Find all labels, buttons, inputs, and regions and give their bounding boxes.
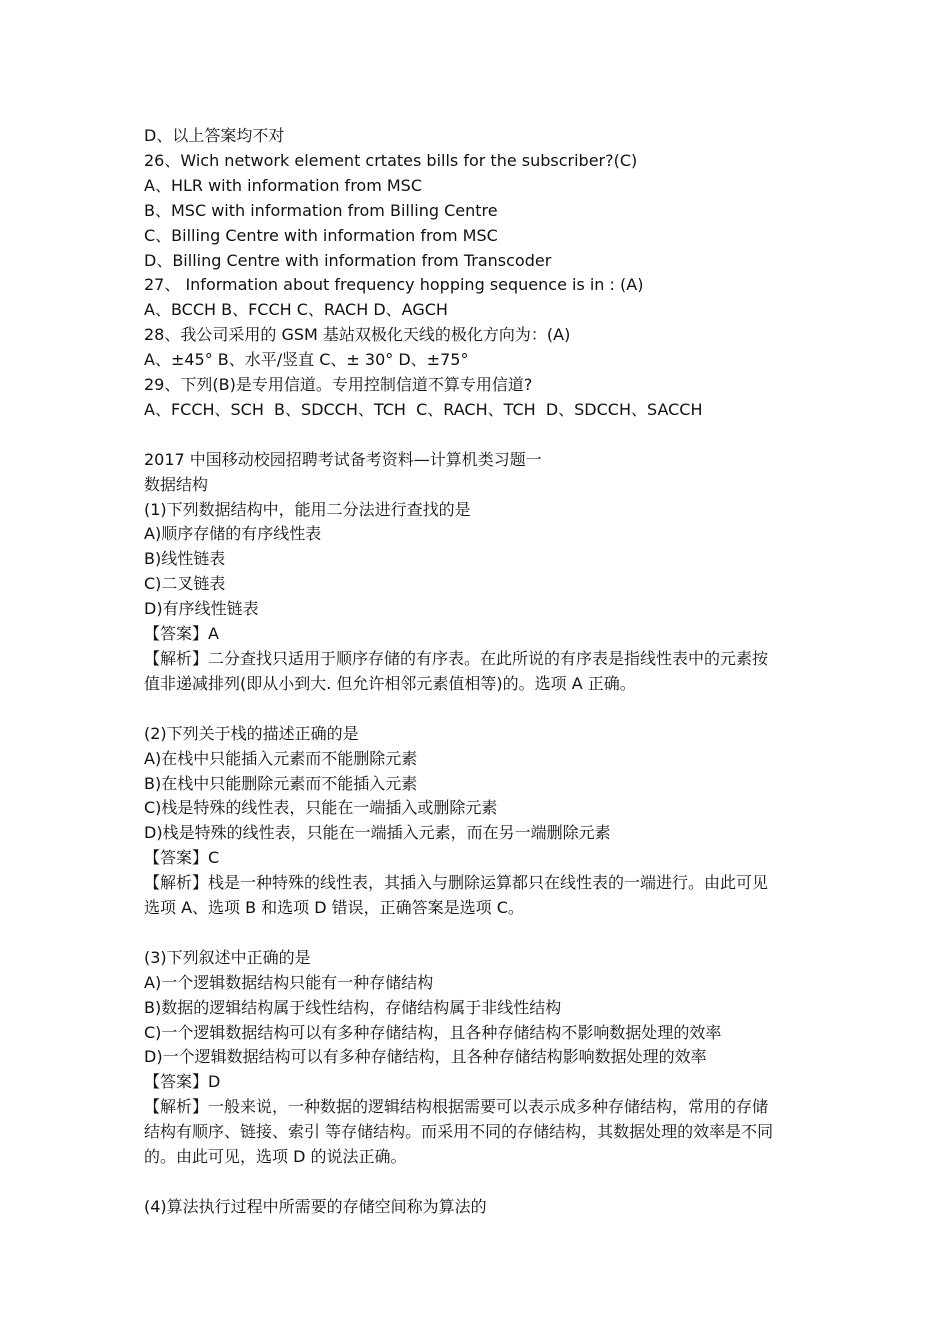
paragraph-gap bbox=[144, 1170, 824, 1195]
text-line: (4)算法执行过程中所需要的存储空间称为算法的 bbox=[144, 1196, 487, 1216]
text-line: 数据结构 bbox=[144, 474, 209, 494]
text-line: B、MSC with information from Billing Centre bbox=[144, 200, 498, 220]
text-line: 选项 A、选项 B 和选项 D 错误，正确答案是选项 C。 bbox=[144, 898, 524, 918]
text-line: A)在栈中只能插入元素而不能删除元素 bbox=[144, 748, 418, 768]
text-line: (2)下列关于栈的描述正确的是 bbox=[144, 723, 359, 743]
text-line: A、HLR with information from MSC bbox=[144, 175, 423, 195]
text-line: D、以上答案均不对 bbox=[144, 126, 285, 145]
text-line: A、FCCH、SCH B、SDCCH、TCH C、RACH、TCH D、SDCCH、SACCH bbox=[144, 399, 703, 419]
text-line: 【解析】二分查找只适用于顺序存储的有序表。在此所说的有序表是指线性表中的元素按 bbox=[144, 649, 769, 669]
text-line: D、Billing Centre with information from Transcoder bbox=[144, 250, 552, 270]
text-line: C)一个逻辑数据结构可以有多种存储结构，且各种存储结构不影响数据处理的效率 bbox=[144, 1022, 722, 1042]
text-line: D)有序线性链表 bbox=[144, 599, 259, 619]
text-line: D)一个逻辑数据结构可以有多种存储结构，且各种存储结构影响数据处理的效率 bbox=[144, 1047, 707, 1067]
text-line: A)顺序存储的有序线性表 bbox=[144, 524, 322, 544]
text-block bbox=[144, 1195, 824, 1220]
text-line: 的。由此可见，选项 D 的说法正确。 bbox=[144, 1147, 407, 1167]
paragraph-gap bbox=[144, 423, 824, 448]
text-line: 值非递减排列(即从小到大. 但允许相邻元素值相等)的。选项 A 正确。 bbox=[144, 673, 636, 693]
text-line: (3)下列叙述中正确的是 bbox=[144, 947, 311, 967]
text-line: B)在栈中只能删除元素而不能插入元素 bbox=[144, 773, 418, 793]
text-line: C)二叉链表 bbox=[144, 574, 226, 594]
text-line: C)栈是特殊的线性表，只能在一端插入或删除元素 bbox=[144, 798, 498, 818]
text-line: 【答案】A bbox=[144, 624, 219, 644]
text-line: A)一个逻辑数据结构只能有一种存储结构 bbox=[144, 972, 434, 992]
text-line: A、±45° B、水平/竖直 C、± 30° D、±75° bbox=[144, 350, 469, 370]
document-page bbox=[144, 124, 824, 1220]
text-line: (1)下列数据结构中，能用二分法进行查找的是 bbox=[144, 499, 471, 519]
text-line: A、BCCH B、FCCH C、RACH D、AGCH bbox=[144, 300, 448, 320]
text-block bbox=[144, 946, 824, 1170]
paragraph-gap bbox=[144, 921, 824, 946]
text-line: C、Billing Centre with information from MSC bbox=[144, 225, 498, 245]
text-line: 2017 中国移动校园招聘考试备考资料—计算机类习题一 bbox=[144, 449, 542, 469]
text-line: 【解析】栈是一种特殊的线性表，其插入与删除运算都只在线性表的一端进行。由此可见 bbox=[144, 873, 769, 893]
text-line: 结构有顺序、链接、索引 等存储结构。而采用不同的存储结构，其数据处理的效率是不同 bbox=[144, 1122, 774, 1142]
text-line: 27、 Information about frequency hopping sequence is in : (A) bbox=[144, 275, 644, 295]
text-line: 26、Wich network element crtates bills for the subscriber?(C) bbox=[144, 150, 638, 170]
paragraph-gap bbox=[144, 697, 824, 722]
text-line: 29、下列(B)是专用信道。专用控制信道不算专用信道? bbox=[144, 375, 533, 395]
text-line: 【答案】C bbox=[144, 848, 220, 868]
text-line: D)栈是特殊的线性表，只能在一端插入元素，而在另一端删除元素 bbox=[144, 823, 611, 843]
text-line: 【答案】D bbox=[144, 1072, 221, 1092]
text-block bbox=[144, 722, 824, 921]
text-block bbox=[144, 448, 824, 697]
text-line: 【解析】一般来说，一种数据的逻辑结构根据需要可以表示成多种存储结构，常用的存储 bbox=[144, 1097, 769, 1117]
text-line: B)线性链表 bbox=[144, 549, 226, 569]
text-line: B)数据的逻辑结构属于线性结构，存储结构属于非线性结构 bbox=[144, 997, 562, 1017]
text-block bbox=[144, 124, 824, 423]
text-line: 28、我公司采用的 GSM 基站双极化天线的极化方向为：(A) bbox=[144, 325, 571, 345]
